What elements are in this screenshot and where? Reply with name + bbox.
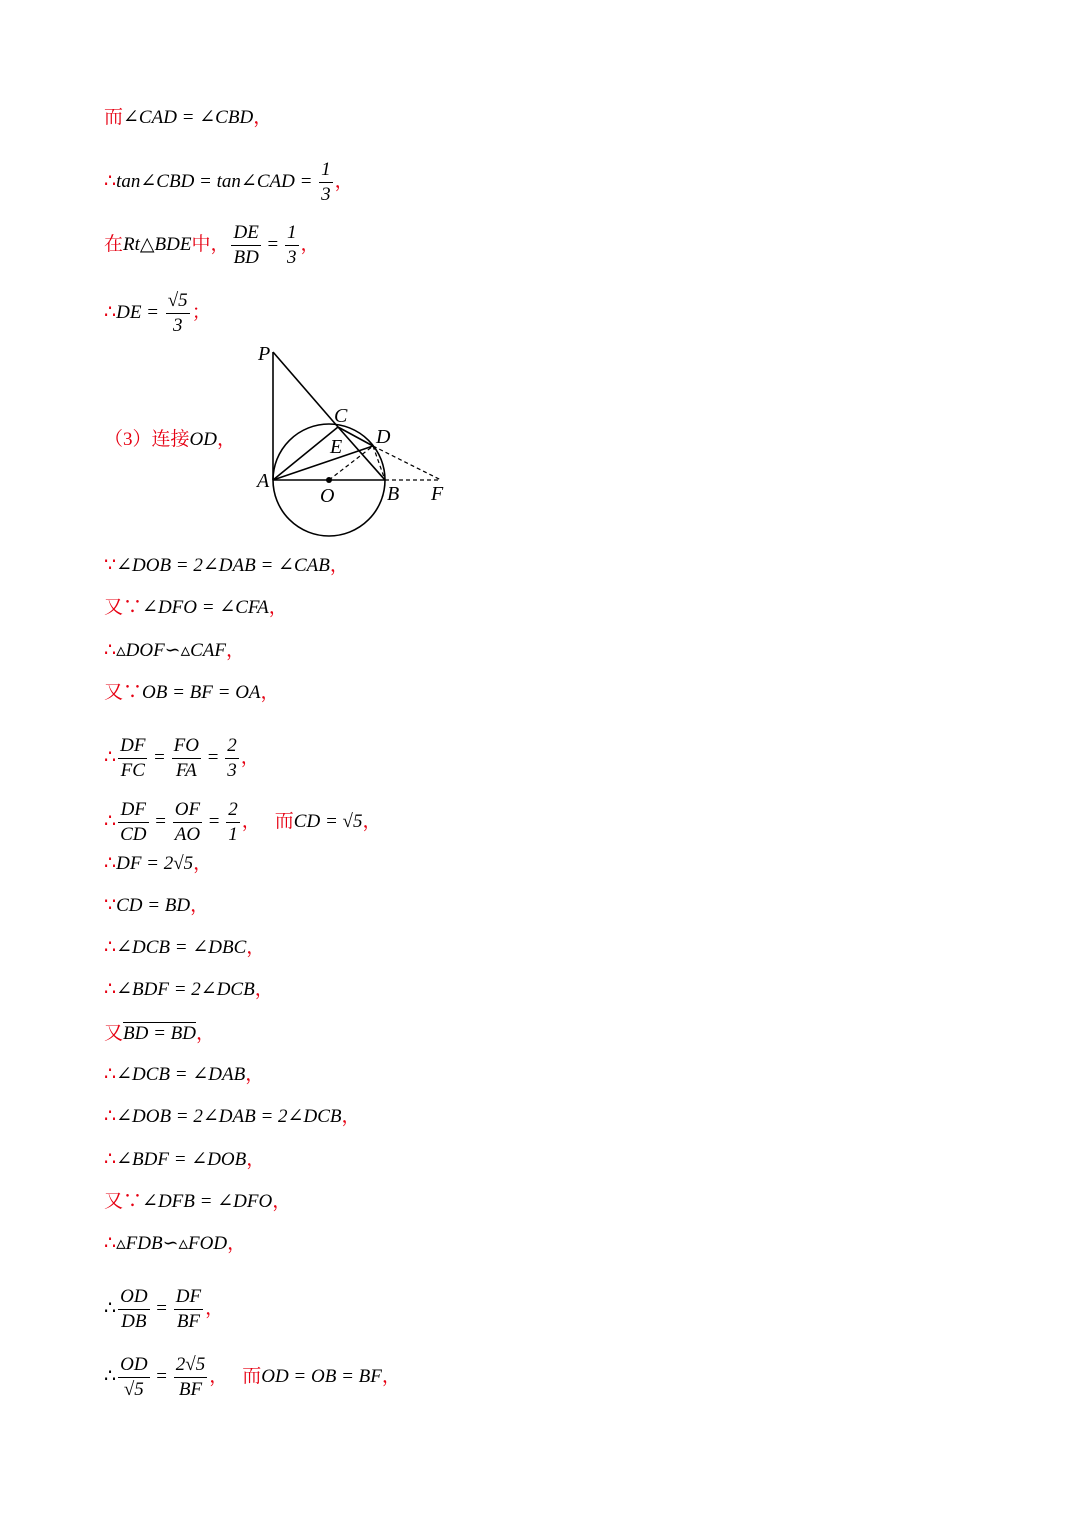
punctuation: ，	[254, 979, 274, 1000]
punctuation: ，	[245, 1064, 265, 1085]
solution-line-18	[104, 1105, 361, 1129]
fraction-denominator: FA	[175, 760, 197, 781]
solution-line-10	[104, 734, 260, 783]
math-expression: OB = BF = OA	[142, 682, 261, 703]
fraction-numerator: 1	[319, 158, 333, 183]
fraction-numerator: DF	[118, 798, 148, 823]
logic-symbol: ∴	[104, 853, 117, 874]
label-e: E	[330, 436, 343, 458]
red-text: 又	[104, 597, 124, 618]
fraction	[231, 221, 260, 270]
fraction-denominator: CD	[120, 824, 147, 845]
red-text: 而	[104, 107, 124, 128]
fraction-denominator: DB	[121, 1311, 147, 1332]
fraction-denominator: 1	[228, 824, 238, 845]
math-expression: ∠BDF = ∠DOB	[116, 1149, 247, 1170]
solution-line-8	[104, 639, 245, 663]
solution-line-11	[104, 798, 381, 847]
logic-symbol: ∴	[104, 937, 117, 958]
solution-line-17	[104, 1063, 264, 1087]
label-f: F	[431, 483, 444, 505]
fraction-denominator: FC	[120, 760, 145, 781]
logic-symbol: ∴	[104, 1149, 117, 1170]
red-text: 而	[274, 810, 294, 832]
fraction-numerator: 2√5	[174, 1353, 207, 1378]
math-expression: CD = BD	[116, 895, 191, 916]
logic-symbol: ∴	[104, 1297, 117, 1319]
math-expression: DF = 2√5	[116, 853, 194, 874]
solution-line-4	[104, 289, 211, 338]
logic-symbol: ∴	[104, 746, 117, 768]
logic-symbol: ∵	[123, 597, 143, 618]
solution-line-1	[104, 106, 272, 130]
punctuation: ，	[268, 597, 288, 618]
solution-line-6	[104, 554, 349, 578]
red-text: 又	[104, 682, 124, 703]
punctuation: ，	[246, 1149, 266, 1170]
solution-line-15	[104, 978, 274, 1002]
punctuation: ，	[216, 429, 236, 450]
punctuation: ，	[253, 107, 273, 128]
math-expression: OD	[189, 429, 217, 450]
fraction-numerator: FO	[172, 734, 201, 759]
punctuation: ，	[381, 1365, 401, 1387]
logic-symbol: ∴	[104, 979, 117, 1000]
math-expression: CD = √5	[293, 810, 363, 832]
solution-line-2	[104, 158, 354, 207]
fraction-numerator: 2	[225, 734, 239, 759]
label-p: P	[258, 343, 271, 365]
fraction	[118, 1353, 149, 1402]
fraction	[319, 158, 333, 207]
punctuation: ，	[196, 1023, 216, 1044]
solution-line-22	[104, 1285, 224, 1334]
fraction-numerator: OF	[173, 798, 202, 823]
fraction	[285, 221, 299, 270]
punctuation: ，	[246, 937, 266, 958]
equals-sign: =	[204, 810, 225, 832]
solution-line-20	[104, 1190, 291, 1214]
math-expression: ∠BDF = 2∠DCB	[116, 979, 255, 1000]
punctuation: ，	[272, 1191, 292, 1212]
fraction-denominator: BF	[176, 1311, 201, 1332]
fraction	[118, 798, 148, 847]
geometry-figure	[250, 336, 460, 542]
logic-symbol: ∴	[104, 1064, 117, 1085]
logic-symbol: ∴	[104, 810, 117, 832]
solution-line-21	[104, 1232, 246, 1256]
solution-line-9	[104, 681, 280, 705]
solution-line-16	[104, 1022, 215, 1046]
label-o: O	[320, 485, 335, 507]
solution-line-13	[104, 894, 209, 918]
segment-pc	[273, 352, 338, 427]
label-d: D	[376, 426, 391, 448]
fraction-numerator: DF	[118, 734, 147, 759]
punctuation: ，	[300, 233, 320, 255]
punctuation: ，	[240, 746, 260, 768]
fraction	[173, 798, 202, 847]
point-o	[326, 477, 332, 483]
equals-sign: =	[151, 1297, 172, 1319]
math-expression: OD = OB = BF	[261, 1365, 382, 1387]
punctuation: ，	[193, 853, 213, 874]
punctuation: ，	[329, 555, 349, 576]
solution-line-19	[104, 1148, 265, 1172]
logic-symbol: ∴	[104, 1233, 117, 1254]
solution-line-23	[104, 1353, 401, 1402]
equals-sign: =	[202, 746, 224, 768]
math-expression: ∠DFB = ∠DFO	[142, 1191, 273, 1212]
logic-symbol: ∴	[104, 170, 117, 192]
fraction	[174, 1285, 203, 1334]
punctuation: ，	[205, 1297, 225, 1319]
math-expression: BD = BD	[123, 1023, 196, 1044]
fraction-denominator: 3	[287, 247, 297, 268]
math-expression: ∠CAD = ∠CBD	[123, 107, 254, 128]
segment-ad	[273, 446, 373, 480]
red-text: 中，	[191, 233, 230, 255]
red-text: 在	[104, 233, 124, 255]
logic-symbol: ∵	[123, 1191, 143, 1212]
solution-line-7	[104, 596, 288, 620]
label-a: A	[257, 470, 270, 492]
logic-symbol: ∵	[123, 682, 143, 703]
fraction	[118, 1285, 149, 1334]
equals-sign: =	[151, 1365, 172, 1387]
fraction-denominator: 3	[321, 184, 331, 205]
punctuation: ，	[209, 1365, 229, 1387]
math-expression: ∠DOB = 2∠DAB = ∠CAB	[116, 555, 330, 576]
fraction	[166, 289, 190, 338]
solution-line-12	[104, 852, 212, 876]
equals-sign: =	[150, 810, 171, 832]
fraction-numerator: OD	[118, 1353, 149, 1378]
fraction-numerator: 1	[285, 221, 299, 246]
solution-line-14	[104, 936, 265, 960]
segment-ac	[273, 427, 338, 480]
punctuation: ，	[260, 682, 280, 703]
math-expression: ∠DOB = 2∠DAB = 2∠DCB	[116, 1106, 342, 1127]
label-c: C	[334, 405, 348, 427]
fraction-denominator: 3	[227, 760, 237, 781]
logic-symbol: ∵	[104, 895, 117, 916]
label-b: B	[387, 483, 400, 505]
fraction-denominator: AO	[174, 824, 201, 845]
fraction	[226, 798, 240, 847]
fraction	[172, 734, 201, 783]
logic-symbol: ∴	[104, 301, 117, 323]
fraction-numerator: DF	[174, 1285, 203, 1310]
fraction-denominator: 3	[172, 315, 183, 336]
logic-symbol: ∴	[104, 1365, 117, 1387]
math-expression: ▵FDB∽▵FOD	[116, 1233, 228, 1254]
fraction	[118, 734, 147, 783]
fraction-denominator: BD	[233, 247, 259, 268]
fraction-numerator: √5	[166, 289, 190, 314]
equals-sign: =	[262, 233, 284, 255]
red-text: 而	[242, 1365, 262, 1387]
red-text: 又	[104, 1191, 124, 1212]
punctuation: ，	[334, 170, 354, 192]
math-expression: ∠DCB = ∠DAB	[116, 1064, 246, 1085]
logic-symbol: ∵	[104, 555, 117, 576]
punctuation: ，	[341, 1106, 361, 1127]
red-text: （3）连接	[104, 429, 190, 450]
logic-symbol: ∴	[104, 640, 117, 661]
math-expression: DE =	[116, 301, 164, 323]
math-expression: Rt△BDE	[123, 233, 192, 255]
fraction	[225, 734, 239, 783]
solution-line-3	[104, 221, 320, 270]
red-text: 又	[104, 1023, 124, 1044]
punctuation: ，	[362, 810, 382, 832]
fraction-denominator: BF	[178, 1379, 203, 1400]
solution-line-5	[104, 428, 236, 452]
math-expression: tan∠CBD = tan∠CAD =	[116, 170, 318, 192]
segment-db-dashed	[373, 446, 385, 480]
fraction-denominator: √5	[123, 1379, 144, 1400]
punctuation: ；	[191, 301, 211, 323]
fraction-numerator: DE	[231, 221, 260, 246]
math-expression: ∠DCB = ∠DBC	[116, 937, 247, 958]
punctuation: ，	[190, 895, 210, 916]
punctuation: ，	[226, 640, 246, 661]
logic-symbol: ∴	[104, 1106, 117, 1127]
fraction	[174, 1353, 207, 1402]
fraction-numerator: 2	[226, 798, 240, 823]
math-expression: ▵DOF∽▵CAF	[116, 640, 227, 661]
math-expression: ∠DFO = ∠CFA	[142, 597, 269, 618]
equals-sign: =	[149, 746, 170, 768]
punctuation: ，	[227, 1233, 247, 1254]
fraction-numerator: OD	[118, 1285, 149, 1310]
punctuation: ，	[241, 810, 261, 832]
